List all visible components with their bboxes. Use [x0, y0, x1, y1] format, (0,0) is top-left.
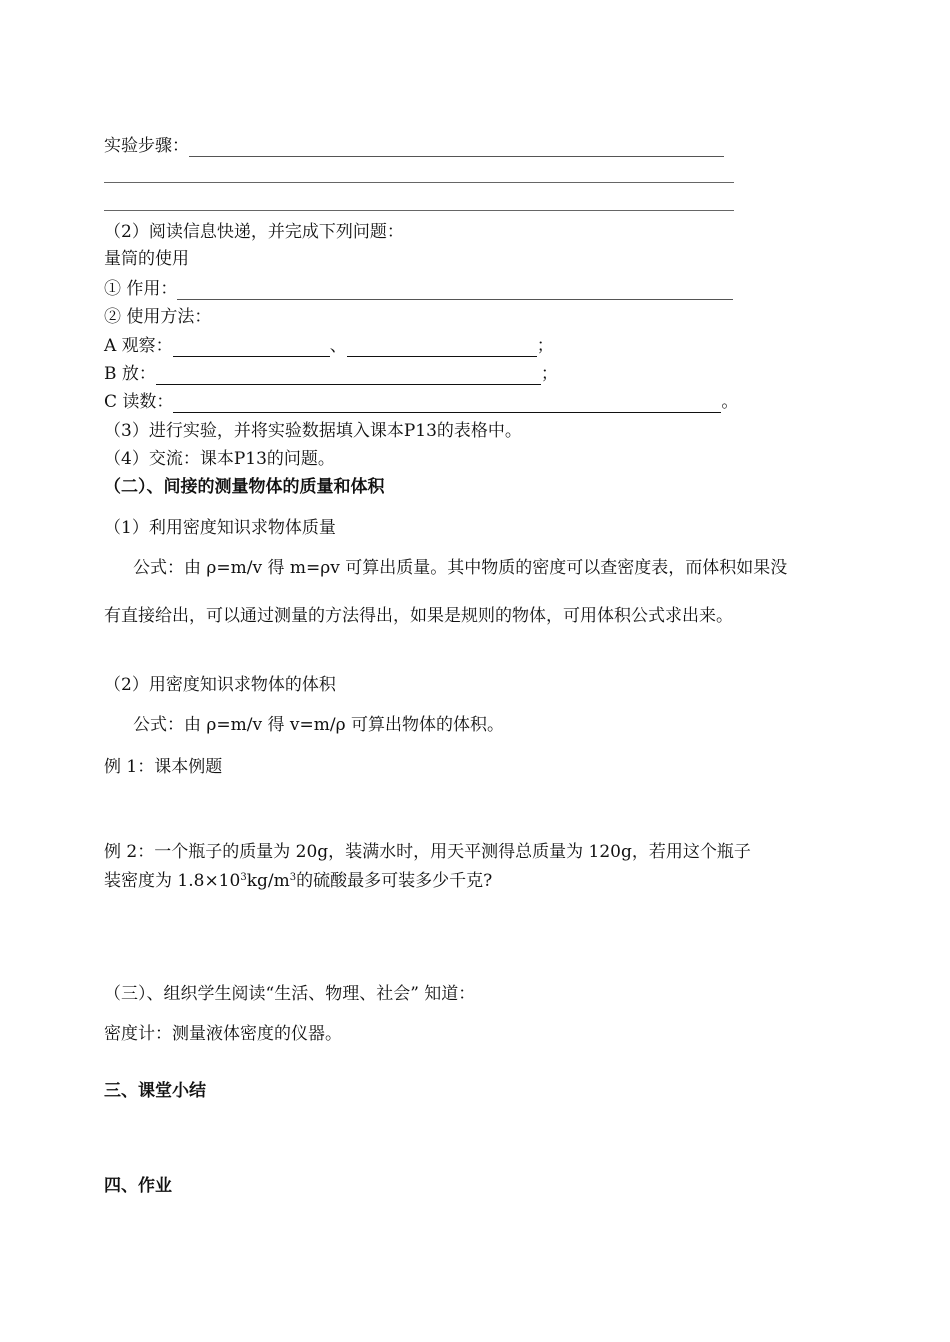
section-2-sub-2: （2）用密度知识求物体的体积	[104, 675, 336, 695]
cylinder-use-label: ① 作用：	[104, 279, 178, 299]
steps-blank-3[interactable]	[104, 210, 734, 211]
homework-heading: 四、作业	[104, 1176, 172, 1196]
example-2-exponent-2: 3	[289, 872, 297, 883]
place-end: ；	[540, 364, 558, 384]
example-1: 例 1：课本例题	[104, 757, 223, 777]
steps-line	[104, 135, 724, 157]
step-4: （4）交流：课本P13的问题。	[104, 449, 335, 469]
observe-blank-1[interactable]	[173, 338, 330, 357]
observe-end: ；	[536, 336, 554, 356]
steps-blank-2[interactable]	[104, 182, 734, 183]
section-2-sub-1: （1）利用密度知识求物体质量	[104, 518, 336, 538]
observe-separator: 、	[329, 336, 347, 356]
read-label: C 读数：	[104, 392, 174, 412]
example-2-line-1: 例 2：一个瓶子的质量为 20g，装满水时，用天平测得总质量为 120g，若用这个瓶子	[104, 842, 751, 862]
read-info-instruction: （2）阅读信息快递，并完成下列问题：	[104, 222, 404, 242]
cylinder-use-line	[104, 278, 733, 300]
read-blank[interactable]	[173, 394, 721, 413]
place-blank[interactable]	[156, 366, 541, 385]
place-label: B 放：	[104, 364, 156, 384]
observe-label: A 观察：	[104, 336, 173, 356]
steps-blank-1[interactable]	[189, 138, 724, 157]
cylinder-title: 量筒的使用	[104, 249, 189, 269]
summary-heading: 三、课堂小结	[104, 1081, 206, 1101]
read-end: 。	[721, 392, 739, 412]
section-2-heading: （二）、间接的测量物体的质量和体积	[104, 477, 385, 497]
place-line	[104, 363, 558, 385]
section-3-heading: （三）、组织学生阅读“生活、物理、社会” 知道：	[104, 984, 476, 1004]
steps-label: 实验步骤：	[104, 136, 189, 156]
formula-1-line-1: 公式：由 ρ=m/v 得 m=ρv 可算出质量。其中物质的密度可以查密度表，而体积如果没	[133, 558, 788, 578]
observe-blank-2[interactable]	[347, 338, 537, 357]
example-2-text-c: 的硫酸最多可装多少千克?	[296, 871, 493, 891]
example-2-text-a: 装密度为 1.8×10	[104, 871, 241, 891]
formula-1-line-2: 有直接给出，可以通过测量的方法得出，如果是规则的物体，可用体积公式求出来。	[104, 606, 733, 626]
read-line	[104, 391, 738, 413]
example-2-exponent-1: 3	[240, 872, 247, 883]
example-2-text-b: kg/m	[246, 871, 290, 891]
cylinder-use-blank[interactable]	[177, 281, 733, 300]
observe-line	[104, 335, 554, 357]
cylinder-method-label: ② 使用方法：	[104, 307, 212, 327]
formula-2: 公式：由 ρ=m/v 得 v=m/ρ 可算出物体的体积。	[133, 715, 504, 735]
example-2-line-2	[104, 870, 492, 892]
hydrometer-definition: 密度计：测量液体密度的仪器。	[104, 1024, 342, 1044]
step-3: （3）进行实验，并将实验数据填入课本P13的表格中。	[104, 421, 522, 441]
